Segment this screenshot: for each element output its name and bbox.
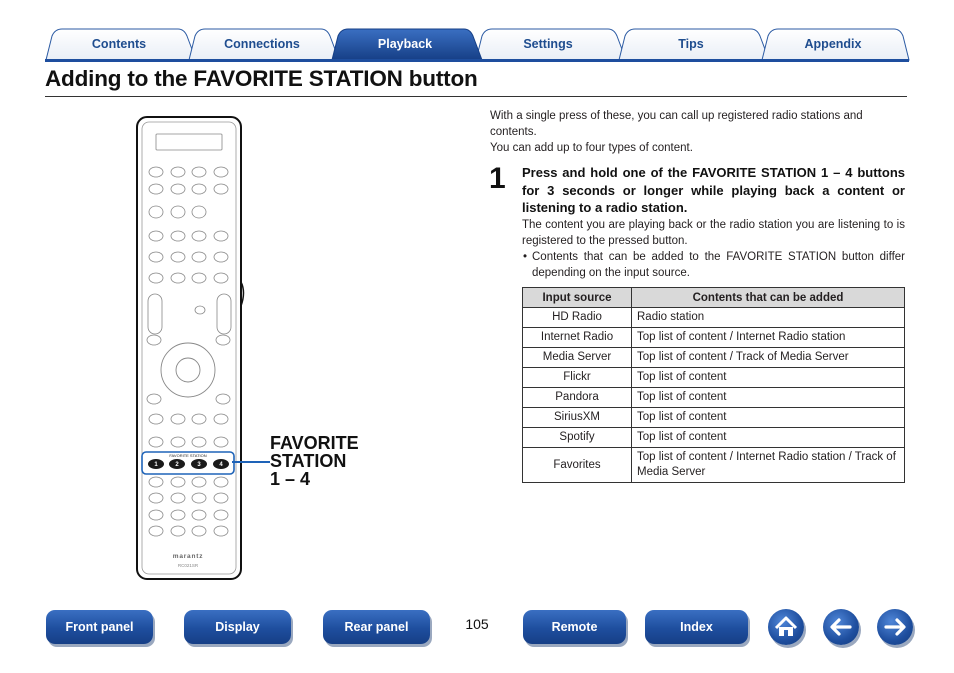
step-heading: Press and hold one of the FAVORITE STATION 1 – 4 buttons for 3 seconds or longer while playing back a content or listening to a radio station. <box>522 165 905 215</box>
table-cell-contents: Top list of content <box>632 428 905 448</box>
home-icon <box>768 609 804 645</box>
remote-control-illustration <box>130 112 255 587</box>
table-cell-source: HD Radio <box>523 308 632 328</box>
index-button[interactable]: Index <box>645 610 748 644</box>
table-row <box>523 388 905 408</box>
tab-playback[interactable]: Playback <box>377 37 433 51</box>
title-divider <box>45 96 907 97</box>
table-row <box>523 448 905 483</box>
fav-station-remote-label: FAVORITE STATION <box>169 453 207 458</box>
table-cell-contents: Top list of content / Internet Radio station <box>632 328 905 348</box>
step-note-text: Contents that can be added to the FAVORITE STATION button differ depending on the input source. <box>532 251 905 279</box>
callout-line-3: 1 – 4 <box>270 469 311 489</box>
remote-volume-rocker <box>217 294 231 334</box>
tab-shapes <box>0 0 954 64</box>
display-button[interactable]: Display <box>184 610 291 644</box>
table-row <box>523 368 905 388</box>
top-tab-bar <box>0 0 954 64</box>
intro-paragraph-1: With a single press of these, you can call up registered radio stations and contents. <box>490 110 863 138</box>
front-panel-button[interactable]: Front panel <box>46 610 153 644</box>
remote-enter-button <box>176 358 200 382</box>
remote-control-drawing <box>130 112 255 587</box>
input-source-table <box>522 287 905 483</box>
column-header-contents: Contents that can be added <box>632 288 905 308</box>
table-header-row <box>523 288 905 308</box>
home-button[interactable] <box>768 609 804 645</box>
fav-button-4: 4 <box>219 462 223 468</box>
forward-button[interactable] <box>877 609 913 645</box>
table-cell-source: SiriusXM <box>523 408 632 428</box>
table-cell-contents: Top list of content <box>632 388 905 408</box>
intro-paragraph-2: You can add up to four types of content. <box>490 142 693 154</box>
tab-underline <box>45 59 909 62</box>
table-cell-source: Favorites <box>523 448 632 483</box>
bullet-mark: • <box>523 251 528 263</box>
table-row <box>523 428 905 448</box>
arrow-right-icon <box>877 609 913 645</box>
tab-settings[interactable]: Settings <box>523 37 573 51</box>
table-cell-contents: Top list of content <box>632 408 905 428</box>
back-button[interactable] <box>823 609 859 645</box>
callout-line-2: STATION <box>270 451 347 471</box>
tab-tips[interactable]: Tips <box>678 37 704 51</box>
page-number: 105 <box>465 616 489 632</box>
remote-brand-logo: marantz <box>172 553 204 560</box>
table-row <box>523 408 905 428</box>
table-cell-source: Flickr <box>523 368 632 388</box>
table-cell-source: Spotify <box>523 428 632 448</box>
table-row <box>523 328 905 348</box>
table-cell-contents: Top list of content / Internet Radio station / Track of Media Server <box>632 448 905 483</box>
step-number: 1 <box>489 162 506 195</box>
fav-button-1: 1 <box>154 462 158 468</box>
fav-button-2: 2 <box>175 462 179 468</box>
remote-channel-rocker <box>148 294 162 334</box>
callout-leader-line <box>230 452 272 472</box>
tab-appendix[interactable]: Appendix <box>804 37 862 51</box>
table-cell-source: Internet Radio <box>523 328 632 348</box>
favorite-station-callout <box>270 434 359 488</box>
remote-button[interactable]: Remote <box>523 610 626 644</box>
rear-panel-button[interactable]: Rear panel <box>323 610 430 644</box>
page-title: Adding to the FAVORITE STATION button <box>45 66 478 91</box>
table-cell-source: Media Server <box>523 348 632 368</box>
step-note <box>522 249 905 281</box>
table-row <box>523 348 905 368</box>
remote-model-label: RC021SR <box>177 563 199 568</box>
table-cell-contents: Top list of content / Track of Media Server <box>632 348 905 368</box>
step-description: The content you are playing back or the radio station you are listening to is registered to the pressed button. <box>522 219 905 247</box>
table-cell-contents: Top list of content <box>632 368 905 388</box>
fav-button-3: 3 <box>197 462 201 468</box>
tab-connections[interactable]: Connections <box>224 37 300 51</box>
table-row <box>523 308 905 328</box>
arrow-left-icon <box>823 609 859 645</box>
tab-contents[interactable]: Contents <box>91 37 147 51</box>
column-header-input-source: Input source <box>523 288 632 308</box>
table-cell-contents: Radio station <box>632 308 905 328</box>
callout-line-1: FAVORITE <box>270 433 359 453</box>
table-cell-source: Pandora <box>523 388 632 408</box>
